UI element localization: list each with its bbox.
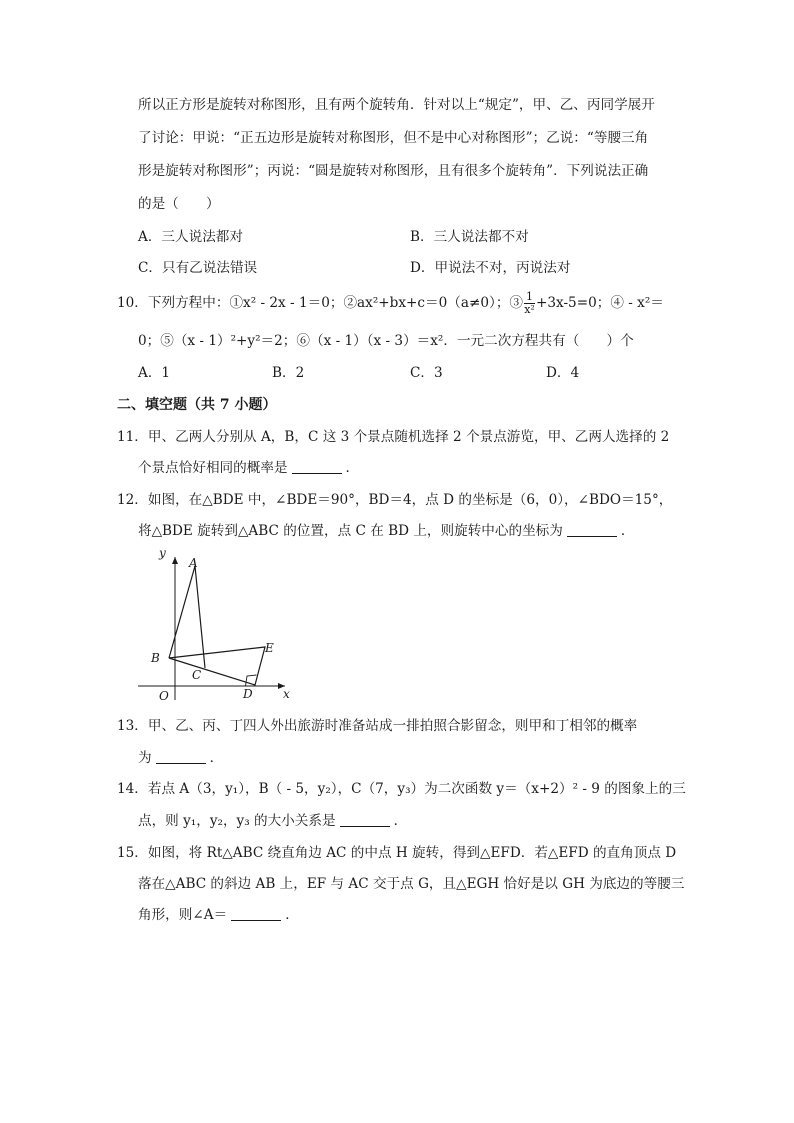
label-x: x bbox=[283, 687, 290, 701]
label-d: D bbox=[243, 687, 253, 701]
q15-line2: 落在△ABC 的斜边 AB 上，EF 与 AC 交于点 G，且△EGH 恰好是以 GH 为底边的等腰三 bbox=[138, 876, 685, 892]
q12-line1 bbox=[117, 490, 672, 510]
triangle-bde bbox=[169, 647, 265, 685]
q10-lead: 下列方程中： bbox=[147, 295, 230, 311]
q10-eq1: ①x² - 2x - 1＝0 bbox=[229, 295, 330, 311]
label-o: O bbox=[159, 689, 169, 703]
q14-end: ． bbox=[393, 813, 408, 829]
q13-line1 bbox=[117, 716, 637, 736]
q10-option-d: D．4 bbox=[546, 365, 580, 381]
q10-number: 10． bbox=[117, 295, 148, 311]
q11-end: ． bbox=[345, 460, 360, 476]
label-c: C bbox=[192, 668, 202, 682]
label-e: E bbox=[265, 641, 274, 655]
label-a: A bbox=[189, 556, 198, 570]
q9-text-line4: 的是（ ） bbox=[138, 196, 220, 212]
q11-answer-blank[interactable] bbox=[292, 459, 342, 474]
q13-number: 13． bbox=[117, 718, 148, 734]
q15-text1: 如图，将 Rt△ABC 绕直角边 AC 的中点 H 旋转，得到△EFD．若△EFD 的直角顶点 D bbox=[147, 845, 677, 861]
q13-answer-blank[interactable] bbox=[156, 749, 206, 764]
q9-option-a: A．三人说法都对 bbox=[138, 229, 243, 245]
q10-line1: 10．下列方程中：①x² - 2x - 1＝0；②ax²+bx+c＝0（a≠0）；③ $\frac{1}{\text{x²}}$ +3x-5=0；④ - x²＝ bbox=[117, 290, 664, 316]
label-y: y bbox=[159, 546, 166, 560]
q9-text-line1: 所以正方形是旋转对称图形，且有两个旋转角．针对以上“规定”，甲、乙、丙同学展开 bbox=[138, 97, 655, 113]
q10-line2: 0；⑤（x - 1）²+y²＝2；⑥（x - 1）（x - 3）＝x²．一元二次方程共有（ ）个 bbox=[138, 333, 634, 349]
q9-option-d: D．甲说法不对，丙说法对 bbox=[410, 260, 571, 276]
label-b: B bbox=[151, 651, 160, 665]
q15-text3: 角形，则∠A＝ bbox=[138, 907, 228, 923]
q11-line2 bbox=[138, 458, 359, 478]
q10-option-a: A．1 bbox=[138, 365, 171, 381]
q12-figure bbox=[135, 545, 300, 705]
q14-answer-blank[interactable] bbox=[340, 812, 390, 827]
q13-end: ． bbox=[209, 750, 224, 766]
q10-option-b: B．2 bbox=[272, 365, 305, 381]
q14-text1: 若点 A（3，y₁），B（ - 5，y₂），C（7，y₃）为二次函数 y＝（x+2）² - 9 的图象上的三 bbox=[147, 781, 686, 797]
q11-text2: 个景点恰好相同的概率是 bbox=[138, 460, 288, 476]
q15-answer-blank[interactable] bbox=[231, 906, 281, 921]
q12-number: 12． bbox=[117, 492, 148, 508]
q11-text1: 甲、乙两人分别从 A，B，C 这 3 个景点随机选择 2 个景点游览，甲、乙两人选择的 2 bbox=[147, 429, 670, 445]
q14-number: 14． bbox=[117, 781, 148, 797]
triangle-abc bbox=[169, 566, 205, 668]
q15-line3 bbox=[138, 905, 299, 925]
q9-option-b: B．三人说法都不对 bbox=[410, 229, 529, 245]
q12-answer-blank[interactable] bbox=[567, 522, 617, 537]
section-title: 二、填空题（共 7 小题） bbox=[117, 397, 277, 413]
q13-text1: 甲、乙、丙、丁四人外出旅游时准备站成一排拍照合影留念，则甲和丁相邻的概率 bbox=[147, 718, 638, 734]
q10-eq3-suffix: +3x-5=0 bbox=[536, 295, 597, 311]
q14-line1 bbox=[117, 779, 686, 799]
q13-line2 bbox=[138, 748, 223, 768]
q9-text-line2: 了讨论：甲说：“正五边形是旋转对称图形，但不是中心对称图形”；乙说：“等腰三角 bbox=[138, 130, 649, 146]
q10-eq3-fraction bbox=[524, 291, 535, 316]
q10-eq5: ⑤（x - 1）²+y²＝2 bbox=[160, 333, 283, 349]
q10-eq3-numerator: 1 bbox=[526, 290, 533, 303]
q10-eq6: ⑥（x - 1）（x - 3）＝x² bbox=[296, 333, 444, 349]
q12-text1: 如图，在△BDE 中，∠BDE＝90°，BD＝4，点 D 的坐标是（6，0），∠BDO＝15°， bbox=[147, 492, 673, 508]
q10-eq2: ②ax²+bx+c＝0（a≠0） bbox=[343, 295, 496, 311]
q15-number: 15． bbox=[117, 845, 148, 861]
q10-eq4: ④ - x²＝ bbox=[610, 295, 664, 311]
q14-line2 bbox=[138, 811, 407, 831]
q12-text2: 将△BDE 旋转到△ABC 的位置，点 C 在 BD 上，则旋转中心的坐标为 bbox=[138, 523, 563, 539]
q12-end: ． bbox=[620, 523, 635, 539]
q15-end: ． bbox=[285, 907, 299, 923]
q10-tail: ．一元二次方程共有（ ）个 bbox=[443, 333, 634, 349]
q9-text-line3: 形是旋转对称图形”；丙说：“圆是旋转对称图形，且有很多个旋转角”．下列说法正确 bbox=[138, 163, 649, 179]
q11-line1 bbox=[117, 427, 669, 447]
q10-eq4-rhs: 0 bbox=[138, 333, 147, 349]
q15-line1 bbox=[117, 843, 676, 863]
q10-option-c: C．3 bbox=[410, 365, 443, 381]
q13-text2: 为 bbox=[138, 750, 152, 766]
q12-line2 bbox=[138, 521, 634, 541]
q10-eq3-prefix: ③ bbox=[509, 295, 523, 311]
q14-text2: 点，则 y₁，y₂，y₃ 的大小关系是 bbox=[138, 813, 336, 829]
y-axis-arrow-icon bbox=[172, 557, 178, 564]
q9-option-c: C．只有乙说法错误 bbox=[138, 260, 258, 276]
q10-eq3-denominator: x² bbox=[524, 303, 535, 316]
q11-number: 11． bbox=[117, 429, 148, 445]
